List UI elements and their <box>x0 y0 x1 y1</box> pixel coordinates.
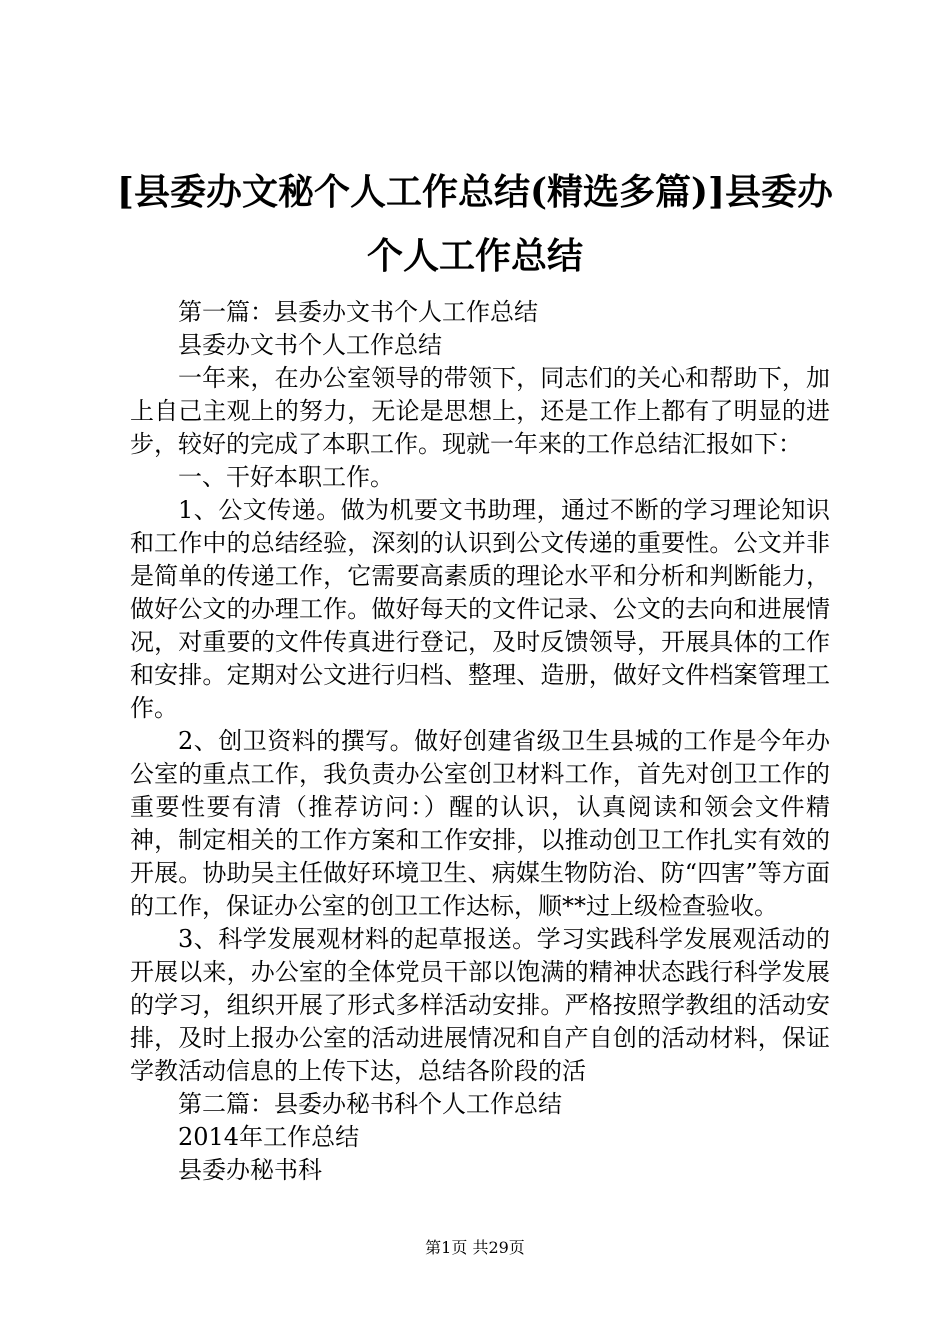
paragraph-item-1: 1、公文传递。做为机要文书助理，通过不断的学习理论知识和工作中的总结经验，深刻的认识到公文传递的重要性。公文并非是简单的传递工作，它需要高素质的理论水平和分析和判断能力，做好公文的办理工作。做好每天的文件记录、公文的去向和进展情况，对重要的文件传真进行登记，及时反馈领导，开展具体的工作和安排。定期对公文进行归档、整理、造册，做好文件档案管理工作。 <box>130 496 830 722</box>
document-title: [县委办文秘个人工作总结(精选多篇)]县委办个人工作总结 <box>116 171 834 277</box>
paragraph-item-2: 2、创卫资料的撰写。做好创建省级卫生县城的工作是今年办公室的重点工作，我负责办公室创卫材料工作，首先对创卫工作的重要性要有清（推荐访问：）醒的认识，认真阅读和领会文件精神，制定相关的工作方案和工作安排，以推动创卫工作扎实有效的开展。协助吴主任做好环境卫生、病媒生物防治、防“四害”等方面的工作，保证办公室的创卫工作达标，顺**过上级检查验收。 <box>130 727 830 920</box>
paragraph-heading-part-1: 一、干好本职工作。 <box>178 463 394 491</box>
paragraph-year-summary: 2014年工作总结 <box>178 1123 360 1151</box>
page-footer: 第1页 共29页 <box>425 1238 525 1257</box>
paragraph-section-2-heading: 第二篇：县委办秘书科个人工作总结 <box>178 1090 562 1118</box>
paragraph-intro: 一年来，在办公室领导的带领下，同志们的关心和帮助下，加上自己主观上的努力，无论是思想上，还是工作上都有了明显的进步，较好的完成了本职工作。现就一年来的工作总结汇报如下： <box>130 364 830 458</box>
paragraph-subtitle-1: 县委办文书个人工作总结 <box>178 331 442 359</box>
document-body <box>130 296 830 1187</box>
paragraph-item-3: 3、科学发展观材料的起草报送。学习实践科学发展观活动的开展以来，办公室的全体党员干部以饱满的精神状态践行科学发展的学习，组织开展了形式多样活动安排。严格按照学教组的活动安排，及时上报办公室的活动进展情况和自产自创的活动材料，保证学教活动信息的上传下达，总结各阶段的活 <box>130 925 830 1085</box>
paragraph-section-1-heading: 第一篇：县委办文书个人工作总结 <box>178 298 538 326</box>
paragraph-department: 县委办秘书科 <box>178 1156 322 1184</box>
